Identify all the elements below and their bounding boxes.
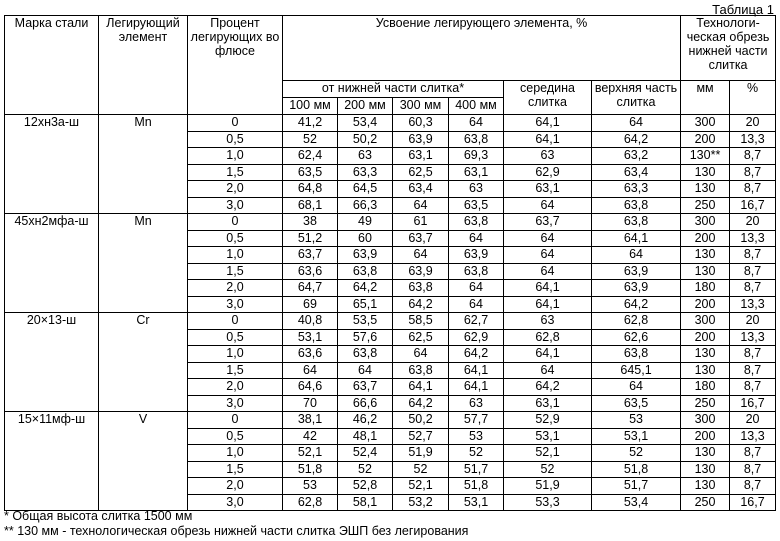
table-cell: 64,1 bbox=[504, 280, 592, 297]
table-cell: 64 bbox=[504, 263, 592, 280]
header-middle: середина слитка bbox=[504, 81, 592, 115]
table-cell: 63,7 bbox=[504, 214, 592, 231]
table-cell: 53,4 bbox=[592, 494, 681, 511]
table-cell: 8,7 bbox=[730, 164, 776, 181]
table-cell: 64,1 bbox=[504, 115, 592, 132]
table-cell: 64 bbox=[338, 362, 393, 379]
table-cell: 13,3 bbox=[730, 329, 776, 346]
table-cell: 64 bbox=[449, 115, 504, 132]
table-cell: 0 bbox=[188, 412, 283, 429]
header-percent: Процент легирующих во флюсе bbox=[188, 16, 283, 115]
alloy-element: Cr bbox=[99, 313, 188, 412]
table-cell: 62,6 bbox=[592, 329, 681, 346]
table-cell: 3,0 bbox=[188, 494, 283, 511]
table-cell: 3,0 bbox=[188, 197, 283, 214]
table-cell: 0 bbox=[188, 214, 283, 231]
table-cell: 13,3 bbox=[730, 230, 776, 247]
table-cell: 53 bbox=[592, 412, 681, 429]
table-cell: 64,8 bbox=[283, 181, 338, 198]
table-cell: 180 bbox=[681, 280, 730, 297]
table-cell: 0,5 bbox=[188, 329, 283, 346]
table-cell: 62,5 bbox=[393, 329, 449, 346]
table-cell: 2,0 bbox=[188, 478, 283, 495]
table-cell: 61 bbox=[393, 214, 449, 231]
table-row bbox=[5, 115, 776, 132]
table-cell: 63,1 bbox=[393, 148, 449, 165]
table-cell: 69 bbox=[283, 296, 338, 313]
header-element: Легирующий элемент bbox=[99, 16, 188, 115]
table-cell: 200 bbox=[681, 296, 730, 313]
table-cell: 51,7 bbox=[449, 461, 504, 478]
table-cell: 8,7 bbox=[730, 478, 776, 495]
alloy-element: Mn bbox=[99, 214, 188, 313]
table-cell: 13,3 bbox=[730, 131, 776, 148]
table-cell: 1,5 bbox=[188, 362, 283, 379]
table-cell: 64,2 bbox=[592, 296, 681, 313]
table-body bbox=[5, 115, 776, 511]
table-cell: 51,9 bbox=[393, 445, 449, 462]
table-cell: 57,6 bbox=[338, 329, 393, 346]
table-cell: 53 bbox=[283, 478, 338, 495]
table-cell: 52,1 bbox=[283, 445, 338, 462]
table-cell: 51,2 bbox=[283, 230, 338, 247]
table-cell: 64 bbox=[504, 230, 592, 247]
table-cell: 0 bbox=[188, 115, 283, 132]
table-cell: 62,8 bbox=[504, 329, 592, 346]
table-cell: 63 bbox=[449, 395, 504, 412]
table-cell: 38 bbox=[283, 214, 338, 231]
table-cell: 63,5 bbox=[449, 197, 504, 214]
table-cell: 63,3 bbox=[592, 181, 681, 198]
table-cell: 20 bbox=[730, 412, 776, 429]
table-cell: 130 bbox=[681, 461, 730, 478]
table-cell: 200 bbox=[681, 131, 730, 148]
table-cell: 63,9 bbox=[592, 263, 681, 280]
header-top: верхняя часть слитка bbox=[592, 81, 681, 115]
table-cell: 64,2 bbox=[338, 280, 393, 297]
table-cell: 62,8 bbox=[283, 494, 338, 511]
footnote-2: ** 130 мм - технологическая обрезь нижней части слитка ЭШП без легирования bbox=[4, 524, 469, 538]
table-row bbox=[5, 412, 776, 429]
table-cell: 13,3 bbox=[730, 428, 776, 445]
table-cell: 63,9 bbox=[393, 263, 449, 280]
table-cell: 16,7 bbox=[730, 494, 776, 511]
table-cell: 52 bbox=[338, 461, 393, 478]
table-cell: 51,7 bbox=[592, 478, 681, 495]
header-200mm: 200 мм bbox=[338, 98, 393, 115]
table-cell: 63,8 bbox=[338, 263, 393, 280]
table-cell: 38,1 bbox=[283, 412, 338, 429]
table-cell: 1,0 bbox=[188, 445, 283, 462]
header-bottom: от нижней части слитка* bbox=[283, 81, 504, 98]
table-cell: 62,8 bbox=[592, 313, 681, 330]
table-cell: 8,7 bbox=[730, 280, 776, 297]
table-cell: 300 bbox=[681, 313, 730, 330]
table-cell: 64 bbox=[504, 247, 592, 264]
table-cell: 41,2 bbox=[283, 115, 338, 132]
table-cell: 64 bbox=[592, 379, 681, 396]
table-cell: 53,5 bbox=[338, 313, 393, 330]
table-cell: 51,9 bbox=[504, 478, 592, 495]
table-cell: 130 bbox=[681, 164, 730, 181]
table-cell: 64 bbox=[449, 296, 504, 313]
table-cell: 64,6 bbox=[283, 379, 338, 396]
footnotes bbox=[4, 509, 468, 539]
table-cell: 68,1 bbox=[283, 197, 338, 214]
table-cell: 62,5 bbox=[393, 164, 449, 181]
table-cell: 250 bbox=[681, 197, 730, 214]
table-cell: 63,8 bbox=[592, 197, 681, 214]
table-cell: 63,7 bbox=[283, 247, 338, 264]
table-cell: 130 bbox=[681, 181, 730, 198]
table-cell: 53,4 bbox=[338, 115, 393, 132]
table-cell: 250 bbox=[681, 494, 730, 511]
table-cell: 1,5 bbox=[188, 461, 283, 478]
table-cell: 8,7 bbox=[730, 461, 776, 478]
table-cell: 52,4 bbox=[338, 445, 393, 462]
table-cell: 8,7 bbox=[730, 247, 776, 264]
table-cell: 200 bbox=[681, 329, 730, 346]
table-cell: 64,2 bbox=[449, 346, 504, 363]
table-cell: 63,9 bbox=[592, 280, 681, 297]
table-cell: 53 bbox=[449, 428, 504, 445]
table-cell: 63,6 bbox=[283, 346, 338, 363]
table-cell: 64 bbox=[449, 230, 504, 247]
table-cell: 52 bbox=[504, 461, 592, 478]
table-cell: 1,0 bbox=[188, 247, 283, 264]
table-cell: 64,1 bbox=[504, 346, 592, 363]
table-cell: 8,7 bbox=[730, 148, 776, 165]
table-cell: 63,8 bbox=[449, 214, 504, 231]
table-cell: 60,3 bbox=[393, 115, 449, 132]
table-cell: 645,1 bbox=[592, 362, 681, 379]
table-cell: 200 bbox=[681, 428, 730, 445]
steel-grade: 15×11мф-ш bbox=[5, 412, 99, 511]
steel-grade: 20×13-ш bbox=[5, 313, 99, 412]
table-cell: 64 bbox=[393, 197, 449, 214]
table-cell: 62,4 bbox=[283, 148, 338, 165]
table-cell: 49 bbox=[338, 214, 393, 231]
table-cell: 64,1 bbox=[449, 362, 504, 379]
steel-grade: 12хн3а-ш bbox=[5, 115, 99, 214]
footnote-1: * Общая высота слитка 1500 мм bbox=[4, 509, 193, 523]
table-cell: 63,1 bbox=[449, 164, 504, 181]
table-cell: 63,8 bbox=[592, 214, 681, 231]
table-cell: 20 bbox=[730, 214, 776, 231]
table-cell: 62,9 bbox=[449, 329, 504, 346]
table-cell: 63,9 bbox=[338, 247, 393, 264]
table-cell: 130 bbox=[681, 346, 730, 363]
table-cell: 8,7 bbox=[730, 181, 776, 198]
table-cell: 62,7 bbox=[449, 313, 504, 330]
table-cell: 130 bbox=[681, 445, 730, 462]
alloy-element: Mn bbox=[99, 115, 188, 214]
table-cell: 57,7 bbox=[449, 412, 504, 429]
steel-grade: 45хн2мфа-ш bbox=[5, 214, 99, 313]
table-cell: 16,7 bbox=[730, 197, 776, 214]
table-cell: 1,0 bbox=[188, 346, 283, 363]
table-cell: 2,0 bbox=[188, 379, 283, 396]
table-cell: 250 bbox=[681, 395, 730, 412]
table-cell: 64,2 bbox=[592, 131, 681, 148]
table-cell: 63,8 bbox=[449, 131, 504, 148]
table-cell: 63,9 bbox=[393, 131, 449, 148]
table-cell: 0,5 bbox=[188, 230, 283, 247]
header-400mm: 400 мм bbox=[449, 98, 504, 115]
table-cell: 63 bbox=[449, 181, 504, 198]
table-cell: 63,8 bbox=[338, 346, 393, 363]
table-cell: 48,1 bbox=[338, 428, 393, 445]
table-cell: 62,9 bbox=[504, 164, 592, 181]
table-cell: 66,6 bbox=[338, 395, 393, 412]
table-cell: 300 bbox=[681, 115, 730, 132]
table-cell: 52 bbox=[393, 461, 449, 478]
table-cell: 8,7 bbox=[730, 445, 776, 462]
table-cell: 64,2 bbox=[504, 379, 592, 396]
table-cell: 64,1 bbox=[592, 230, 681, 247]
table-cell: 64,1 bbox=[504, 131, 592, 148]
table-cell: 63,8 bbox=[393, 280, 449, 297]
table-cell: 52,1 bbox=[504, 445, 592, 462]
header-unit-pct: % bbox=[730, 81, 776, 115]
table-cell: 130** bbox=[681, 148, 730, 165]
table-cell: 130 bbox=[681, 478, 730, 495]
table-cell: 200 bbox=[681, 230, 730, 247]
table-cell: 63,2 bbox=[592, 148, 681, 165]
table-cell: 63,7 bbox=[338, 379, 393, 396]
header-cut: Технологи-ческая обрезь нижней части слитка bbox=[681, 16, 776, 81]
table-row bbox=[5, 214, 776, 231]
table-cell: 20 bbox=[730, 313, 776, 330]
table-caption: Таблица 1 bbox=[712, 2, 774, 17]
table-cell: 64 bbox=[592, 247, 681, 264]
table-cell: 63 bbox=[504, 148, 592, 165]
table-cell: 8,7 bbox=[730, 346, 776, 363]
header-unit-mm: мм bbox=[681, 81, 730, 115]
table-cell: 40,8 bbox=[283, 313, 338, 330]
table-cell: 53,1 bbox=[449, 494, 504, 511]
table-cell: 2,0 bbox=[188, 181, 283, 198]
table-cell: 63,9 bbox=[449, 247, 504, 264]
table-cell: 64 bbox=[393, 346, 449, 363]
table-cell: 53,3 bbox=[504, 494, 592, 511]
table-cell: 60 bbox=[338, 230, 393, 247]
table-cell: 64,2 bbox=[393, 296, 449, 313]
header-100mm: 100 мм bbox=[283, 98, 338, 115]
table-row bbox=[5, 313, 776, 330]
header-grade: Марка стали bbox=[5, 16, 99, 115]
table-cell: 51,8 bbox=[449, 478, 504, 495]
table-cell: 0 bbox=[188, 313, 283, 330]
table-cell: 63,5 bbox=[283, 164, 338, 181]
table-cell: 0,5 bbox=[188, 428, 283, 445]
table-cell: 2,0 bbox=[188, 280, 283, 297]
table-cell: 52,1 bbox=[393, 478, 449, 495]
table-cell: 130 bbox=[681, 263, 730, 280]
table-cell: 64 bbox=[283, 362, 338, 379]
table-cell: 51,8 bbox=[592, 461, 681, 478]
table-cell: 64,7 bbox=[283, 280, 338, 297]
table-cell: 300 bbox=[681, 214, 730, 231]
table-cell: 8,7 bbox=[730, 263, 776, 280]
table-cell: 51,8 bbox=[283, 461, 338, 478]
table-cell: 300 bbox=[681, 412, 730, 429]
header-300mm: 300 мм bbox=[393, 98, 449, 115]
table-cell: 69,3 bbox=[449, 148, 504, 165]
table-cell: 1,0 bbox=[188, 148, 283, 165]
table-cell: 63 bbox=[338, 148, 393, 165]
table-cell: 0,5 bbox=[188, 131, 283, 148]
table-cell: 1,5 bbox=[188, 164, 283, 181]
table-cell: 64 bbox=[504, 197, 592, 214]
table-cell: 52 bbox=[283, 131, 338, 148]
table-cell: 46,2 bbox=[338, 412, 393, 429]
table-cell: 64,1 bbox=[504, 296, 592, 313]
table-cell: 63,3 bbox=[338, 164, 393, 181]
table-cell: 52,9 bbox=[504, 412, 592, 429]
table-cell: 65,1 bbox=[338, 296, 393, 313]
table-cell: 64 bbox=[504, 362, 592, 379]
table-cell: 8,7 bbox=[730, 379, 776, 396]
table-cell: 52 bbox=[449, 445, 504, 462]
table-cell: 63,6 bbox=[283, 263, 338, 280]
table-cell: 63,4 bbox=[393, 181, 449, 198]
table-cell: 63,7 bbox=[393, 230, 449, 247]
table-cell: 63 bbox=[504, 313, 592, 330]
table-cell: 42 bbox=[283, 428, 338, 445]
table-cell: 52,7 bbox=[393, 428, 449, 445]
table-cell: 50,2 bbox=[393, 412, 449, 429]
table-cell: 64 bbox=[393, 247, 449, 264]
table-cell: 3,0 bbox=[188, 296, 283, 313]
table-cell: 64,1 bbox=[449, 379, 504, 396]
table-cell: 64,2 bbox=[393, 395, 449, 412]
table-cell: 64 bbox=[592, 115, 681, 132]
table-cell: 13,3 bbox=[730, 296, 776, 313]
table-cell: 20 bbox=[730, 115, 776, 132]
table-cell: 52 bbox=[592, 445, 681, 462]
table-cell: 3,0 bbox=[188, 395, 283, 412]
table-cell: 63,5 bbox=[592, 395, 681, 412]
table-cell: 63,8 bbox=[393, 362, 449, 379]
table-cell: 53,1 bbox=[504, 428, 592, 445]
table-cell: 63,1 bbox=[504, 395, 592, 412]
table-cell: 64,5 bbox=[338, 181, 393, 198]
table-cell: 63,4 bbox=[592, 164, 681, 181]
table-cell: 180 bbox=[681, 379, 730, 396]
table-cell: 16,7 bbox=[730, 395, 776, 412]
header-assimilation: Усвоение легирующего элемента, % bbox=[283, 16, 681, 81]
table-cell: 8,7 bbox=[730, 362, 776, 379]
table-cell: 130 bbox=[681, 362, 730, 379]
table-cell: 64 bbox=[449, 280, 504, 297]
table-cell: 52,8 bbox=[338, 478, 393, 495]
table-cell: 1,5 bbox=[188, 263, 283, 280]
table-cell: 50,2 bbox=[338, 131, 393, 148]
table-cell: 53,2 bbox=[393, 494, 449, 511]
table-cell: 63,8 bbox=[592, 346, 681, 363]
table-cell: 70 bbox=[283, 395, 338, 412]
table-cell: 58,1 bbox=[338, 494, 393, 511]
table-cell: 58,5 bbox=[393, 313, 449, 330]
table-cell: 53,1 bbox=[283, 329, 338, 346]
table-cell: 64,1 bbox=[393, 379, 449, 396]
table-cell: 63,8 bbox=[449, 263, 504, 280]
table-cell: 130 bbox=[681, 247, 730, 264]
table-cell: 53,1 bbox=[592, 428, 681, 445]
alloy-element: V bbox=[99, 412, 188, 511]
alloy-assimilation-table bbox=[4, 15, 776, 511]
table-cell: 66,3 bbox=[338, 197, 393, 214]
table-cell: 63,1 bbox=[504, 181, 592, 198]
